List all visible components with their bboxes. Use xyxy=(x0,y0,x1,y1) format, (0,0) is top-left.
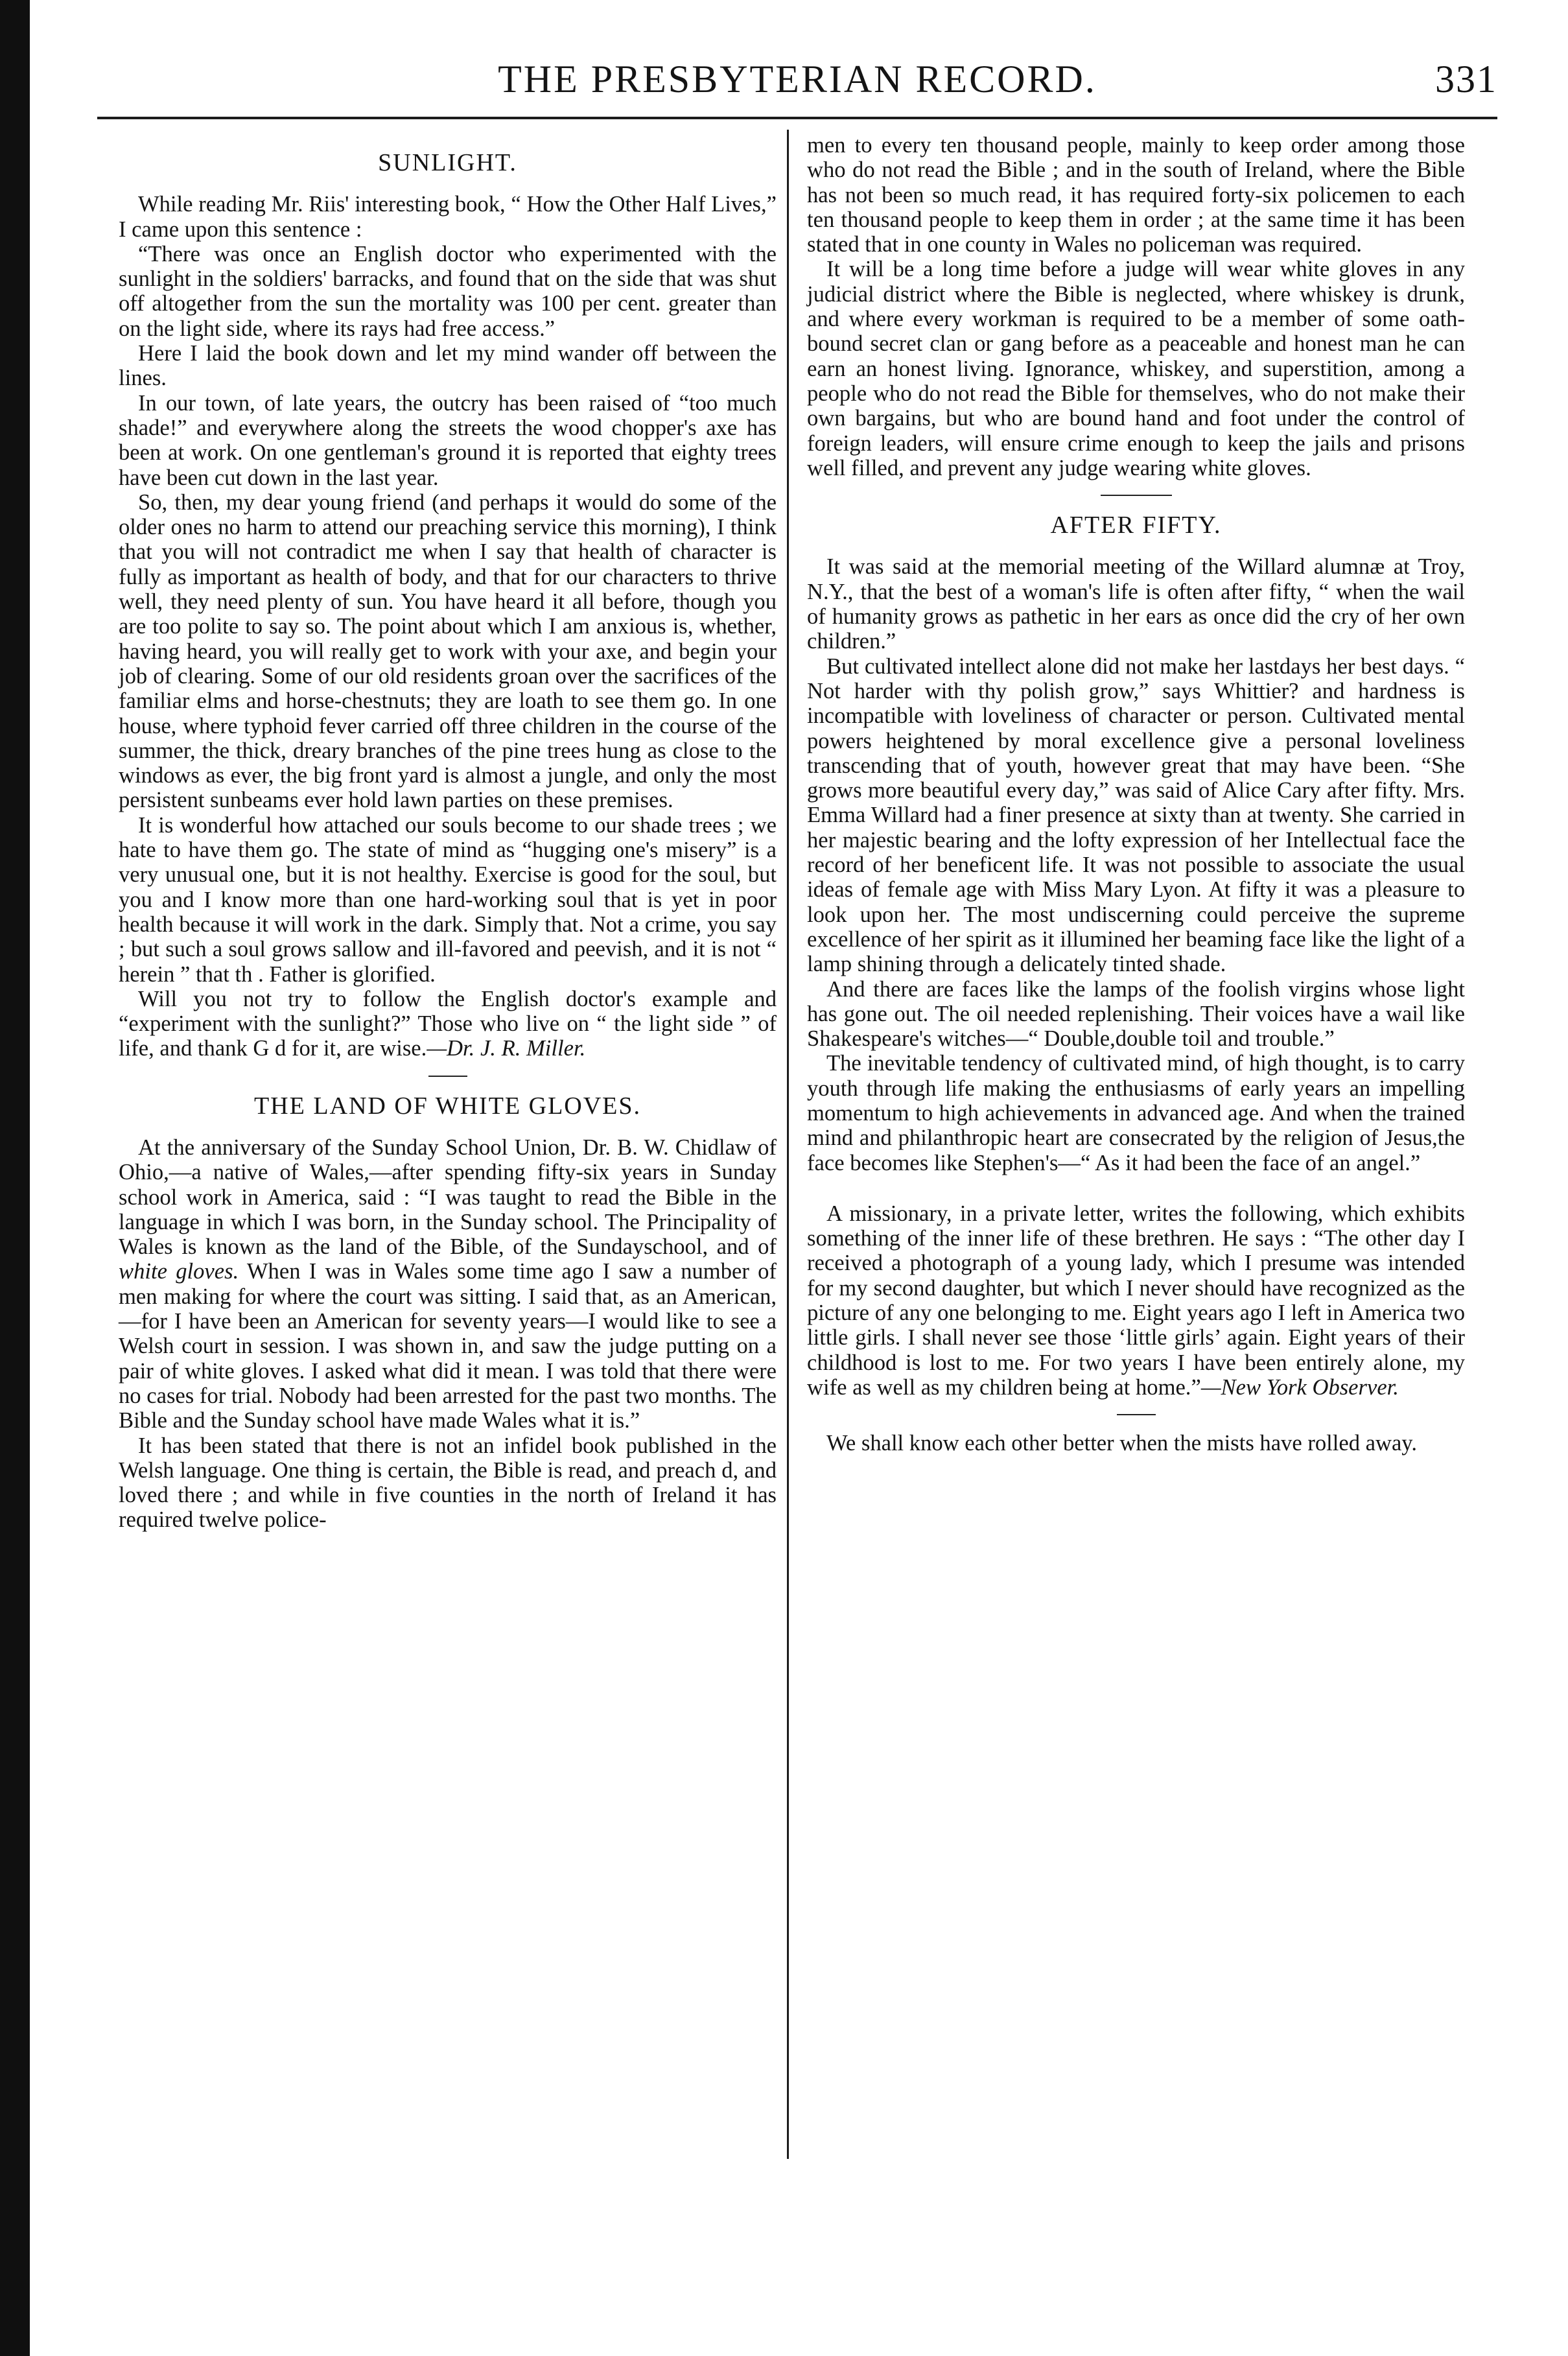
article-paragraph-text: Will you not try to follow the English doctor's example and “experiment with the sunlight?” Those who live on “ the light side ” of life, and thank G d for it, are wise. xyxy=(119,986,777,1061)
right-column xyxy=(807,133,1465,1456)
article-paragraph: “There was once an English doctor who experimented with the sunlight in the soldiers' barracks, and found that on the side that was shut off altogether from the sun the mortality was 100 per cent. greater than on the light side, where its rays had free access.” xyxy=(119,241,777,341)
left-column xyxy=(119,136,777,1533)
article-heading-sunlight: SUNLIGHT. xyxy=(378,149,517,176)
source-signature: —New York Observer. xyxy=(1200,1374,1399,1400)
article-paragraph: And there are faces like the lamps of the foolish virgins whose light has gone out. The oil needed replenishing. Their voices have a wail like Shakespeare's witches—“ Double,double toil and trouble.” xyxy=(807,976,1465,1052)
article-heading-after-fifty: AFTER FIFTY. xyxy=(1050,512,1222,539)
article-paragraph: The inevitable tendency of cultivated mind, of high thought, is to carry youth through life making the enthusiasms of early years an impelling momentum to high achievements in advanced age. And when the trained mind and philanthropic heart are consecrated by the religion of Jesus,the face becomes like Stephen's—“ As it had been the face of an angel.” xyxy=(807,1051,1465,1175)
article-paragraph-text: When I was in Wales some time ago I saw a number of men making for where the court was sitting. I said that, as an American,—for I have been an American for seventy years—I would like to see a Welsh court in session. I was shown in, and saw the judge putting on a pair of white gloves. I asked what did it mean. I was told that there were no cases for trial. Nobody had been arrested for the past two months. The Bible and the Sunday school have made Wales what it is.” xyxy=(119,1259,777,1433)
closing-line: We shall know each other better when the mists have rolled away. xyxy=(826,1431,1417,1456)
page-header xyxy=(97,57,1497,115)
article-paragraph-text: At the anniversary of the Sunday School Union, Dr. B. W. Chidlaw of Ohio,—a native of Wales,—after spending fifty-six years in Sunday school work in America, said : “I was taught to read the Bible in the language in which I was born, in the Sunday school. The Principality of Wales is known as the land of the Bible, of the Sundayschool, and of xyxy=(119,1135,777,1260)
article-paragraph: It has been stated that there is not an infidel book published in the Welsh language. One thing is certain, the Bible is read, and preach d, and loved there ; and while in five counties in the north of Ireland it has required twelve police- xyxy=(119,1433,777,1533)
article-paragraph: But cultivated intellect alone did not make her lastdays her best days. “ Not harder with thy polish grow,” says Whittier? and hardness is incompatible with loveliness of character or person. Cultivated mental powers heightened by moral excellence give a personal loveliness transcending that of youth, however great that may have been. “She grows more beautiful every day,” was said of Alice Cary after fifty. Mrs. Emma Willard had a finer presence at sixty than at twenty. She carried in her majestic bearing and the lofty expression of her Intellectual face the record of her beneficent life. It was not possible to associate the usual ideas of female age with Miss Mary Lyon. At fifty it was a pleasure to look upon her. The most undiscerning could perceive the supreme excellence of her spirit as it illumined her beaming face like the light of a lamp shining through a delicately tinted shade. xyxy=(807,654,1465,977)
article-paragraph-text: A missionary, in a private letter, writes the following, which exhibits something of the inner life of these brethren. He says : “The other day I received a photograph of a young lady, which I presume was intended for my second daughter, but which I never should have recognized as the picture of any one belonging to me. Eight years ago I left in America two little girls. I shall never see those ‘little girls’ again. Eight years of their childhood is lost to me. For two years I have been entirely alone, my wife as well as my children being at home.” xyxy=(807,1201,1465,1400)
emphasis-text: white gloves. xyxy=(119,1259,239,1284)
article-heading-white-gloves: THE LAND OF WHITE GLOVES. xyxy=(253,1092,642,1120)
missionary-letter xyxy=(807,1201,1465,1400)
page-number: 331 xyxy=(1435,58,1497,100)
section-separator xyxy=(1101,492,1172,499)
book-binding-edge xyxy=(0,0,30,2356)
binding-notch xyxy=(30,817,38,856)
article-paragraph: men to every ten thousand people, mainly to keep order among those who do not read the Bible ; and in the south of Ireland, where the Bible has not been so much read, it has required forty-six policemen to each ten thousand people to keep them in order ; at the same time it has been stated that in one county in Wales no policeman was required. xyxy=(807,133,1465,257)
article-paragraph: It was said at the memorial meeting of the Willard alumnæ at Troy, N.Y., that the best of a woman's life is often after fifty, “ when the wail of humanity grows as pathetic in her ears as once did the cry of her own children.” xyxy=(807,554,1465,654)
header-rule xyxy=(97,117,1497,119)
author-signature: —Dr. J. R. Miller. xyxy=(427,1036,586,1061)
article-paragraph: In our town, of late years, the outcry has been raised of “too much shade!” and everywhere along the streets the wood chopper's axe has been at work. On one gentleman's ground it is reported that eighty trees have been cut down in the last year. xyxy=(119,390,777,490)
article-paragraph: So, then, my dear young friend (and perhaps it would do some of the older ones no harm to attend our preaching service this morning), I think that you will not contradict me when I say that health of character is fully as important as health of body, and that for our characters to thrive well, they need plenty of sun. You have heard it all before, though you are too polite to say so. The point about which I am anxious is, whether, having heard, you will really get to work with your axe, and begin your job of clearing. Some of our old residents groan over the sacrifices of the familiar elms and horse-chestnuts; they are loath to see them go. In one house, where typhoid fever carried off three children in the course of the summer, the thick, dreary branches of the pine trees hung as close to the windows as ever, the big front yard is almost a jungle, and only the most persistent sunbeams ever hold lawn parties on these premises. xyxy=(119,489,777,813)
spacer xyxy=(807,1175,1465,1201)
section-separator xyxy=(428,1073,467,1079)
page-title: THE PRESBYTERIAN RECORD. xyxy=(498,58,1097,100)
article-paragraph: It will be a long time before a judge will wear white gloves in any judicial district where the Bible is neglected, where whiskey is drunk, and where every workman is required to be a member of some oath-bound secret clan or gang before as a peaceable and honest man he can earn an honest living. Ignorance, whiskey, and superstition, among a people who do not read the Bible for themselves, who do not make their own bargains, but who are bound hand and foot under the control of foreign leaders, will ensure crime enough to keep the jails and prisons well filled, and prevent any judge wearing white gloves. xyxy=(807,257,1465,480)
section-separator xyxy=(1117,1411,1156,1418)
column-divider xyxy=(787,130,789,2159)
binding-notch xyxy=(30,1336,38,1374)
article-paragraph: It is wonderful how attached our souls become to our shade trees ; we hate to have them go. The state of mind as “hugging one's misery” is a very unusual one, but it is not healthy. Exercise is good for the soul, but you and I know more than one hard-working soul that is yet in poor health because it will work in the dark. Simply that. Not a crime, you say ; but such a soul grows sallow and ill-favored and peevish, and it is not “ herein ” that th . Father is glorified. xyxy=(119,812,777,987)
article-paragraph xyxy=(119,1135,777,1433)
article-paragraph-final xyxy=(119,987,777,1061)
article-paragraph: While reading Mr. Riis' interesting book, “ How the Other Half Lives,” I came upon this sentence : xyxy=(119,192,777,242)
article-paragraph: Here I laid the book down and let my mind wander off between the lines. xyxy=(119,341,777,391)
